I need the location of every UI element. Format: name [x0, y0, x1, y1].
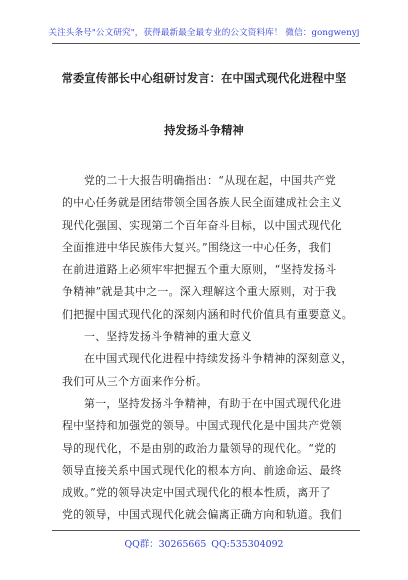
body-line: 领导直接关系中国式现代化的根本方向、前途命运、最终	[62, 463, 342, 477]
body-line: 成败。”党的领导决定中国式现代化的根本性质，离开了	[62, 486, 331, 500]
body-line: 争精神”就是其中之一。深入理解这个重大原则，对于我	[62, 285, 337, 299]
body-text	[62, 170, 352, 527]
body-line: 导的现代化，不是由别的政治力量领导的现代化。“党的	[62, 441, 337, 455]
body-line: 们把握中国式现代化的深刻内涵和时代价值具有重要意义。	[62, 307, 353, 321]
body-line: 党的二十大报告明确指出：“从现在起，中国共产党	[84, 174, 337, 187]
header-divider	[52, 43, 360, 44]
header-note: 关注头条号"公文研究"，获得最新最全最专业的公文资料库！ 微信：gongwenyj	[48, 28, 360, 38]
section-heading: 一、坚持发扬斗争精神的重大意义	[84, 330, 252, 344]
footer-note: QQ群：30265665 QQ:535304092	[124, 539, 284, 550]
body-line: 在前进道路上必须牢牢把握五个重大原则，“坚持发扬斗	[62, 263, 337, 277]
body-line: 的中心任务就是团结带领全国各族人民全面建成社会主义	[62, 196, 342, 210]
body-line: 全面推进中华民族伟大复兴。”围绕这一中心任务，我们	[62, 240, 331, 254]
body-line: 现代化强国、实现第二个百年奋斗目标，以中国式现代化	[62, 218, 342, 232]
body-line: 党的领导，中国式现代化就会偏离正确方向和轨道。我们	[62, 508, 342, 522]
body-line: 第一，坚持发扬斗争精神，有助于在中国式现代化进	[84, 396, 342, 410]
body-line: 我们可从三个方面来作分析。	[62, 374, 208, 388]
body-line: 程中坚持和加强党的领导。中国式现代化是中国共产党领	[62, 419, 342, 433]
body-line: 在中国式现代化进程中持续发扬斗争精神的深刻意义，	[84, 352, 353, 366]
footer-divider	[52, 530, 360, 531]
document-title-line-2: 持发扬斗争精神	[164, 123, 244, 137]
document-title-line-1: 常委宣传部长中心组研讨发言：在中国式现代化进程中坚	[61, 71, 347, 85]
